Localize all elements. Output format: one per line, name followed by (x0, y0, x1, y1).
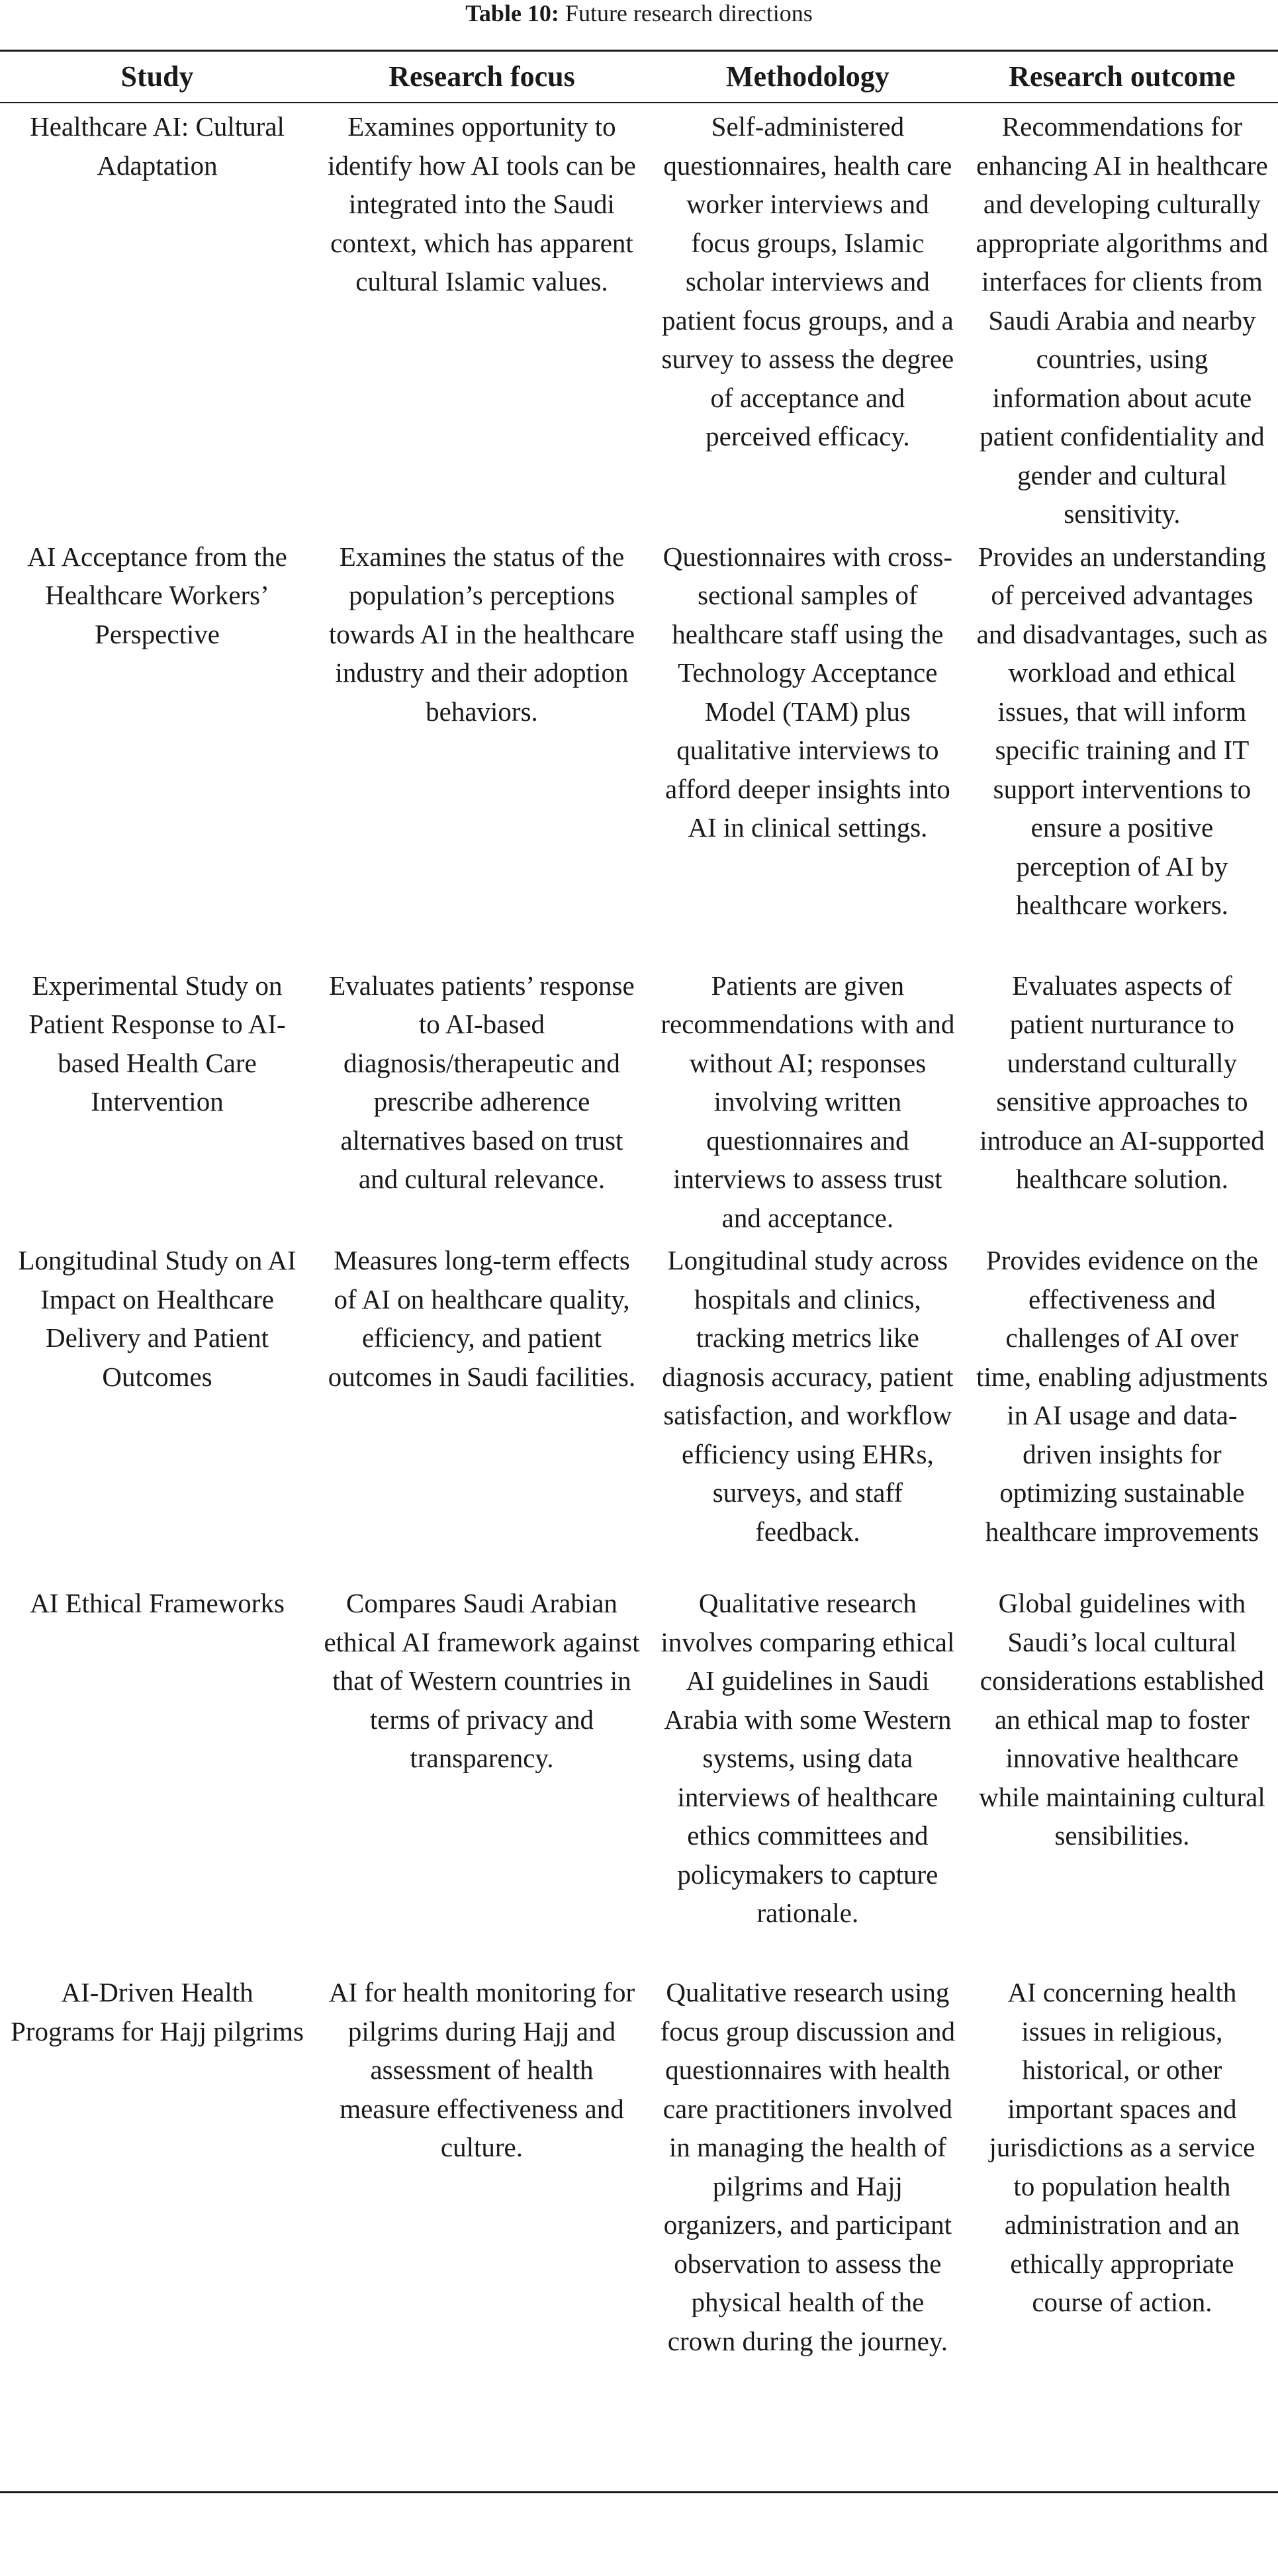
table-row (0, 533, 1278, 962)
cell-study: Healthcare AI: Cultural Adaptation (30, 111, 285, 181)
table-caption (0, 0, 1278, 26)
header-research-focus: Research focus (388, 60, 575, 93)
cell-research-focus: Compares Saudi Arabian ethical AI framework against that of Western countries in terms of privacy and transparency. (324, 1588, 640, 1773)
table-header-row (0, 51, 1278, 103)
research-directions-table (0, 50, 1278, 2493)
cell-research-outcome: Global guidelines with Saudi’s local cultural considerations established an ethical map to foster innovative healthcare while maintaining cultural sensibilities. (979, 1588, 1265, 1851)
cell-research-outcome: Provides evidence on the effectiveness and challenges of AI over time, enabling adjustments in AI usage and data-driven insights for optimizing sustainable healthcare improvements (976, 1245, 1268, 1547)
cell-methodology: Patients are given recommendations with and without AI; responses involving written questionnaires and interviews to assess trust and acceptance. (661, 970, 955, 1233)
cell-methodology: Self-administered questionnaires, health care worker interviews and focus groups, Islamic scholar interviews and patient focus groups, and a survey to assess the degree of acceptance and perceived efficacy. (661, 111, 954, 451)
cell-research-outcome: Provides an understanding of perceived advantages and disadvantages, such as workload and ethical issues, that will inform specific training and IT support interventions to ensure a positive perception of AI by healthcare workers. (976, 541, 1268, 920)
table-caption-label: Table 10: (465, 0, 559, 26)
cell-research-focus: Examines the status of the population’s perceptions towards AI in the healthcare industry and their adoption behaviors. (328, 541, 635, 727)
cell-research-focus: Examines opportunity to identify how AI tools can be integrated into the Saudi context, which has apparent cultural Islamic values. (328, 111, 636, 297)
cell-research-focus: Measures long-term effects of AI on healthcare quality, efficiency, and patient outcomes in Saudi facilities. (328, 1245, 636, 1392)
cell-research-focus: AI for health monitoring for pilgrims during Hajj and assessment of health measure effectiveness and culture. (328, 1977, 635, 2162)
table-caption-text: Future research directions (559, 0, 813, 26)
cell-study: AI-Driven Health Programs for Hajj pilgrims (11, 1977, 304, 2047)
table-row (0, 1237, 1278, 1580)
cell-research-focus: Evaluates patients’ response to AI-based diagnosis/therapeutic and prescribe adherence alternatives based on trust and cultural relevance. (329, 970, 635, 1194)
cell-methodology: Questionnaires with cross-sectional samples of healthcare staff using the Technology Acceptance Model (TAM) plus qualitative interviews to afford deeper insights into AI in clinical settings. (662, 541, 952, 843)
cell-research-outcome: Evaluates aspects of patient nurturance to understand culturally sensitive approaches to introduce an AI-supported healthcare solution. (980, 970, 1265, 1194)
cell-study: AI Ethical Frameworks (30, 1588, 285, 1618)
cell-methodology: Qualitative research involves comparing ethical AI guidelines in Saudi Arabia with some Western systems, using data interviews of healthcare ethics committees and policymakers to capture rationale. (661, 1588, 955, 1928)
cell-study: Longitudinal Study on AI Impact on Healthcare Delivery and Patient Outcomes (18, 1245, 297, 1392)
header-methodology: Methodology (725, 60, 890, 93)
cell-methodology: Qualitative research using focus group discussion and questionnaires with health care practitioners involved in managing the health of pilgrims and Hajj organizers, and participant observation to assess the physical health of the crown during the journey. (660, 1977, 955, 2356)
table-row (0, 962, 1278, 1238)
cell-research-outcome: AI concerning health issues in religious, historical, or other important spaces and jurisdictions as a service to population health administration and an ethically appropriate course of action. (989, 1977, 1255, 2317)
table-row (0, 1969, 1278, 2492)
header-research-outcome: Research outcome (1009, 60, 1236, 93)
header-study: Study (120, 60, 194, 93)
table-row (0, 103, 1278, 533)
table-row (0, 1580, 1278, 1969)
cell-study: Experimental Study on Patient Response to AI-based Health Care Intervention (28, 970, 286, 1117)
cell-study: AI Acceptance from the Healthcare Workers’ Perspective (27, 541, 287, 649)
cell-methodology: Longitudinal study across hospitals and clinics, tracking metrics like diagnosis accuracy, patient satisfaction, and workflow efficiency using EHRs, surveys, and staff feedback. (662, 1245, 954, 1547)
cell-research-outcome: Recommendations for enhancing AI in healthcare and developing culturally appropriate algorithms and interfaces for clients from Saudi Arabia and nearby countries, using information about acute patient confidentiality and gender and cultural sensitivity. (976, 111, 1269, 529)
